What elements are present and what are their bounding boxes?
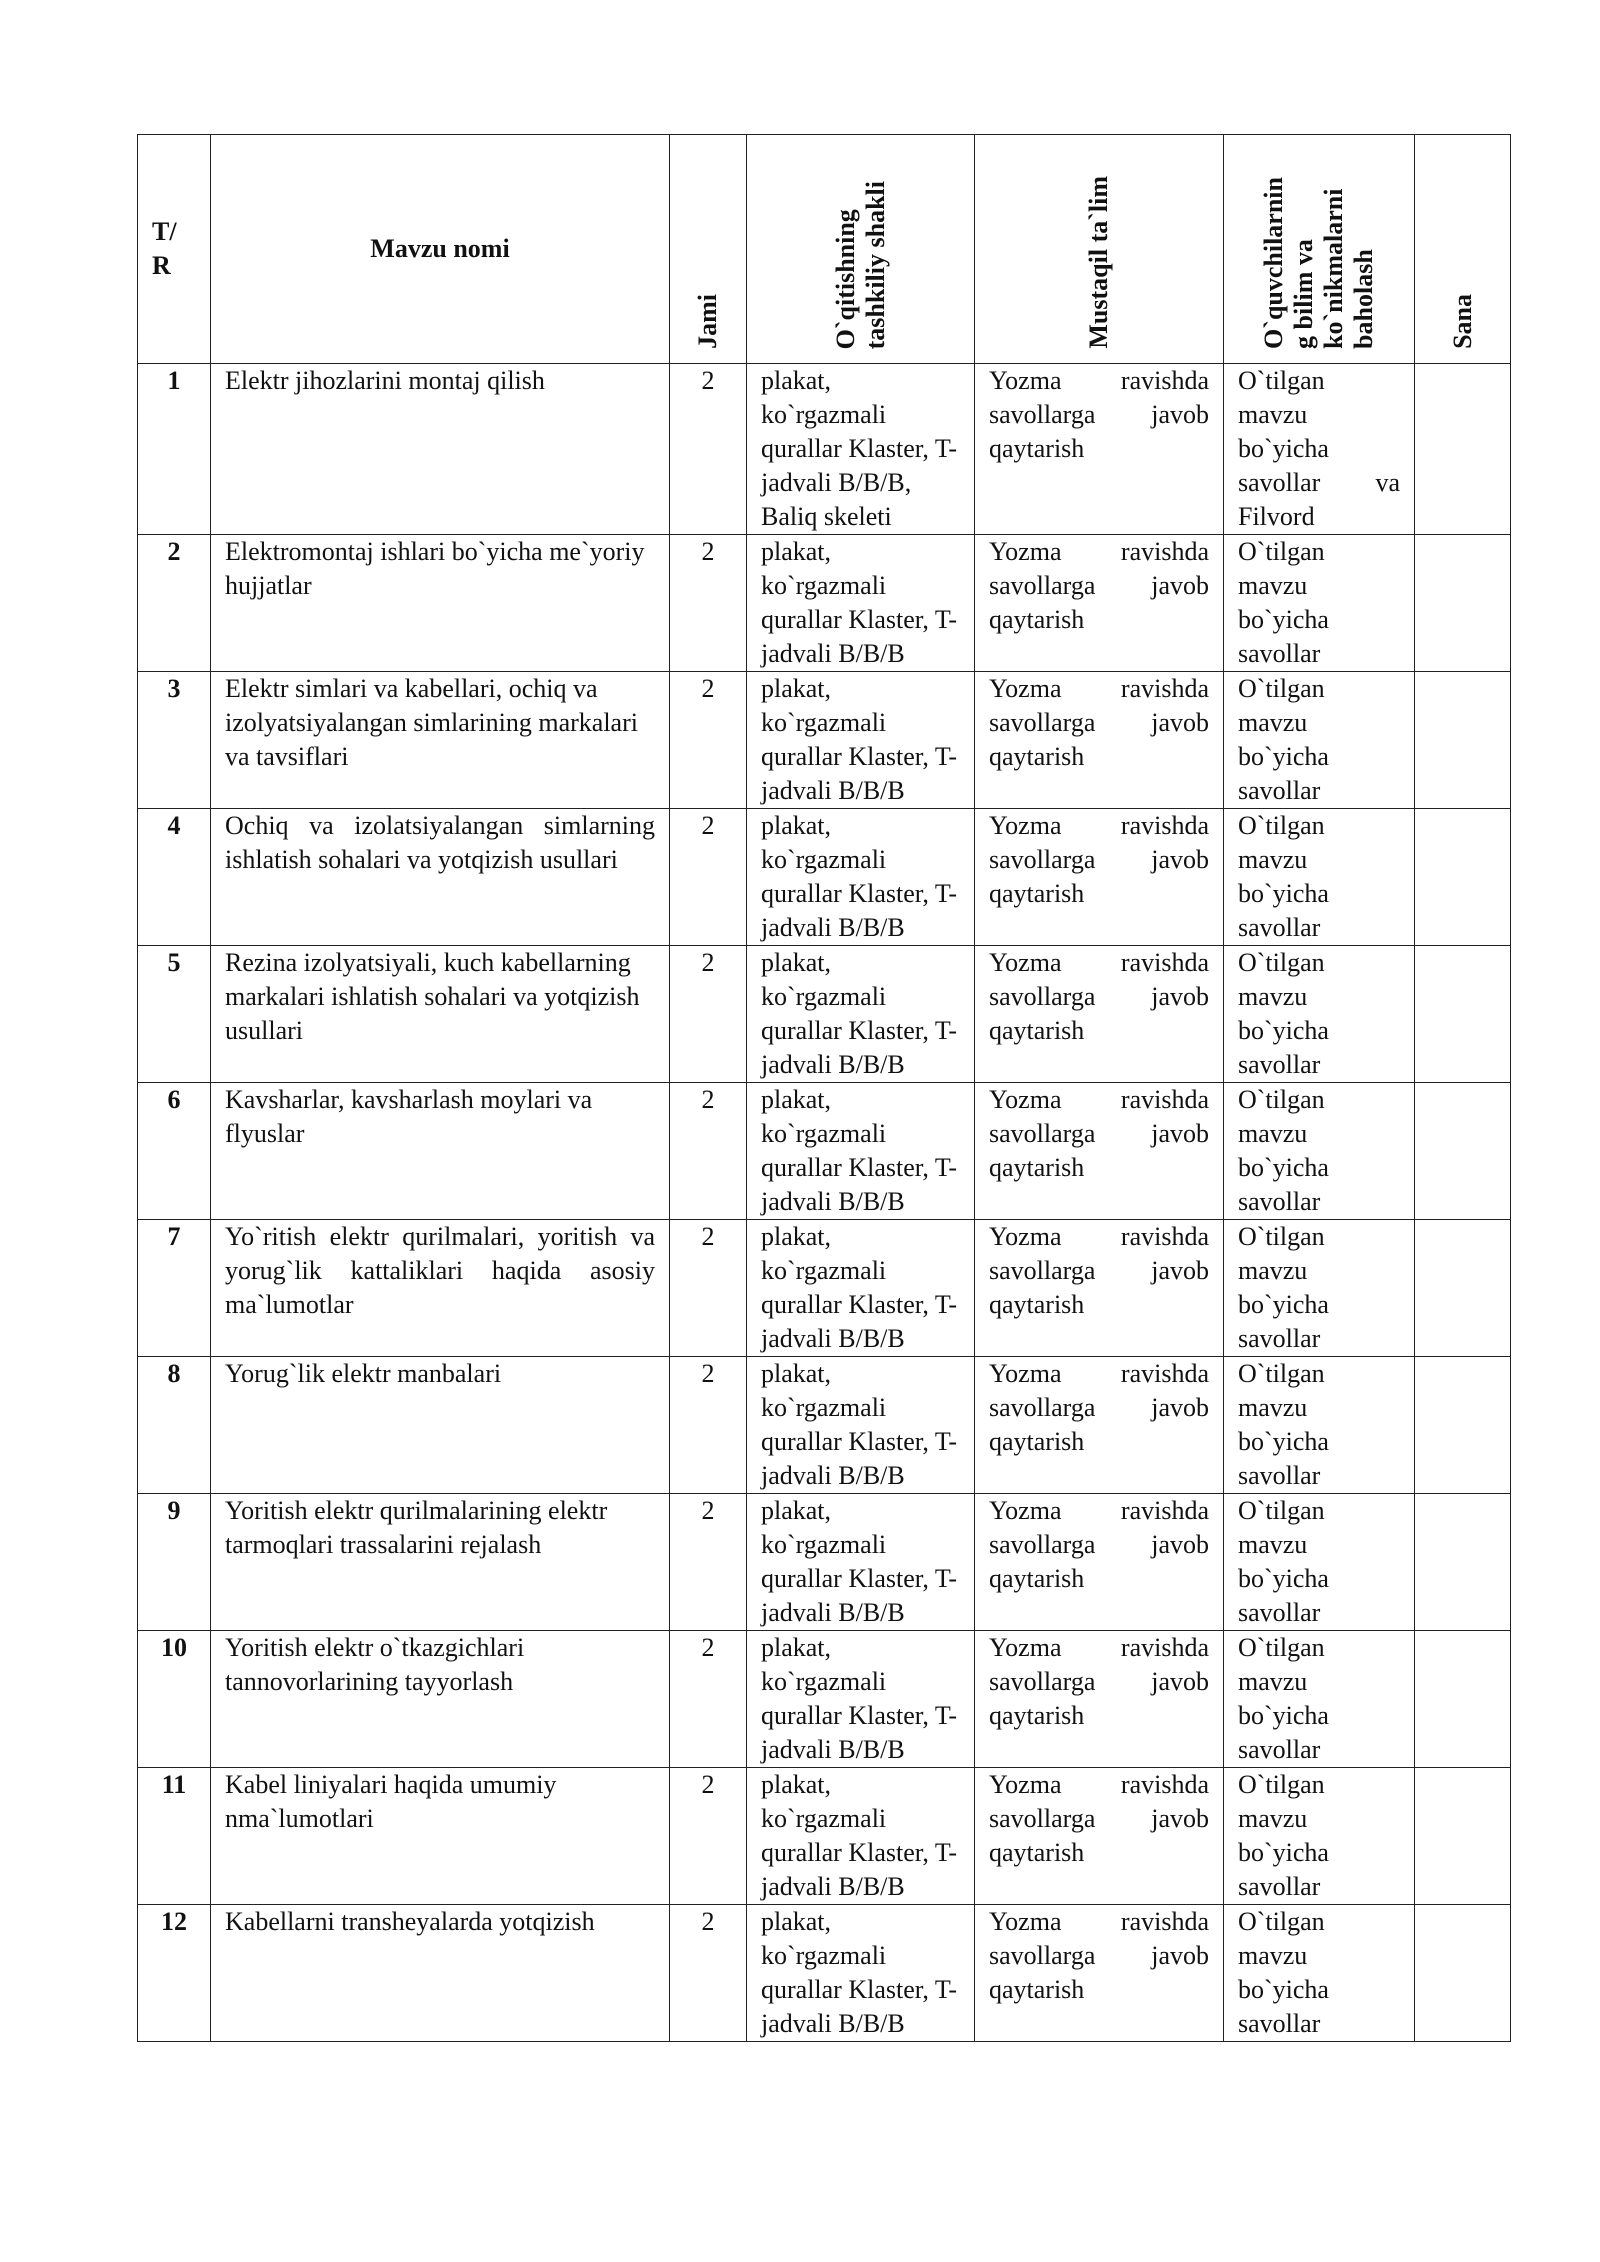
row-date [1415,1494,1511,1631]
row-topic: Yo`ritish elektr qurilmalari, yoritish va yorug`lik kattaliklari haqida asosiy ma`lumotlar [211,1220,670,1357]
table-row [138,535,1511,672]
table-row [138,1905,1511,2042]
table-row [138,1083,1511,1220]
row-topic: Yorug`lik elektr manbalari [211,1357,670,1494]
row-assessment: O`tilgan mavzu bo`yicha savollar [1224,1494,1415,1631]
row-topic: Kabel liniyalari haqida umumiy nma`lumotlari [211,1768,670,1905]
row-independent: Yozma ravishda savollarga javob qaytarish [975,364,1224,535]
row-topic: Elektromontaj ishlari bo`yicha me`yoriy hujjatlar [211,535,670,672]
header-sana [1415,135,1511,364]
row-date [1415,672,1511,809]
row-number: 9 [138,1494,211,1631]
row-hours: 2 [670,1494,747,1631]
row-topic: Kabellarni transheyalarda yotqizish [211,1905,670,2042]
row-hours: 2 [670,1357,747,1494]
row-form: plakat, ko`rgazmali qurallar Klaster, T-jadvali B/B/B [747,1220,975,1357]
row-assessment: O`tilgan mavzu bo`yicha savollar [1224,1768,1415,1905]
row-hours: 2 [670,1905,747,2042]
row-independent: Yozma ravishda savollarga javob qaytarish [975,672,1224,809]
row-date [1415,809,1511,946]
row-number: 6 [138,1083,211,1220]
row-assessment: O`tilgan mavzu bo`yicha savollar [1224,946,1415,1083]
row-assessment: O`tilgan mavzu bo`yicha savollar [1224,1631,1415,1768]
row-independent: Yozma ravishda savollarga javob qaytarish [975,1768,1224,1905]
row-form: plakat, ko`rgazmali qurallar Klaster, T-jadvali B/B/B [747,1494,975,1631]
table-row [138,1494,1511,1631]
row-topic: Elektr simlari va kabellari, ochiq va izolyatsiyalangan simlarining markalari va tavsiflari [211,672,670,809]
row-independent: Yozma ravishda savollarga javob qaytarish [975,1083,1224,1220]
row-assessment: O`tilgan mavzu bo`yicha savollar [1224,1905,1415,2042]
row-hours: 2 [670,946,747,1083]
row-hours: 2 [670,809,747,946]
row-date [1415,535,1511,672]
table-row [138,1220,1511,1357]
header-name [211,135,670,364]
table-row [138,946,1511,1083]
row-number: 1 [138,364,211,535]
row-independent: Yozma ravishda savollarga javob qaytarish [975,535,1224,672]
header-name-label: Mavzu nomi [370,234,510,263]
header-sana-label: Sana [1447,294,1477,349]
row-form: plakat, ko`rgazmali qurallar Klaster, T-jadvali B/B/B [747,946,975,1083]
row-form: plakat, ko`rgazmali qurallar Klaster, T-jadvali B/B/B [747,1905,975,2042]
row-form: plakat, ko`rgazmali qurallar Klaster, T-jadvali B/B/B [747,672,975,809]
header-shakl-label: O`qitishning tashkiliy shakli [830,180,890,349]
row-topic: Ochiq va izolatsiyalangan simlarning ishlatish sohalari va yotqizish usullari [211,809,670,946]
row-number: 10 [138,1631,211,1768]
header-baholash-label: O`quvchilarnin g bilim va ko`nikmalarni baholash [1259,177,1378,349]
row-date [1415,1083,1511,1220]
row-number: 2 [138,535,211,672]
table-row [138,809,1511,946]
table-row [138,364,1511,535]
row-form: plakat, ko`rgazmali qurallar Klaster, T-jadvali B/B/B [747,1357,975,1494]
header-jami [670,135,747,364]
row-date [1415,1631,1511,1768]
row-assessment: O`tilgan mavzu bo`yicha savollar va Filvord [1224,364,1415,535]
row-number: 8 [138,1357,211,1494]
lesson-plan-table [137,134,1511,2042]
header-tr [138,135,211,364]
row-assessment: O`tilgan mavzu bo`yicha savollar [1224,1083,1415,1220]
row-assessment: O`tilgan mavzu bo`yicha savollar [1224,1357,1415,1494]
row-form: plakat, ko`rgazmali qurallar Klaster, T-jadvali B/B/B [747,535,975,672]
row-hours: 2 [670,364,747,535]
header-shakl [747,135,975,364]
row-number: 12 [138,1905,211,2042]
row-independent: Yozma ravishda savollarga javob qaytarish [975,1494,1224,1631]
row-topic: Kavsharlar, kavsharlash moylari va flyuslar [211,1083,670,1220]
row-topic: Yoritish elektr qurilmalarining elektr tarmoqlari trassalarini rejalash [211,1494,670,1631]
row-form: plakat, ko`rgazmali qurallar Klaster, T-jadvali B/B/B, Baliq skeleti [747,364,975,535]
table-row [138,1631,1511,1768]
row-date [1415,364,1511,535]
row-date [1415,946,1511,1083]
row-form: plakat, ko`rgazmali qurallar Klaster, T-jadvali B/B/B [747,1768,975,1905]
table-row [138,672,1511,809]
row-date [1415,1768,1511,1905]
row-independent: Yozma ravishda savollarga javob qaytarish [975,1220,1224,1357]
row-assessment: O`tilgan mavzu bo`yicha savollar [1224,809,1415,946]
row-hours: 2 [670,1083,747,1220]
row-date [1415,1357,1511,1494]
header-mustaqil-label: Mustaqil ta`lim [1084,176,1113,349]
header-row [138,135,1511,364]
row-hours: 2 [670,1220,747,1357]
row-number: 11 [138,1768,211,1905]
row-date [1415,1905,1511,2042]
row-independent: Yozma ravishda savollarga javob qaytarish [975,1905,1224,2042]
row-independent: Yozma ravishda savollarga javob qaytarish [975,1357,1224,1494]
row-form: plakat, ko`rgazmali qurallar Klaster, T-jadvali B/B/B [747,809,975,946]
header-tr-label: T/ R [152,217,177,280]
row-form: plakat, ko`rgazmali qurallar Klaster, T-jadvali B/B/B [747,1083,975,1220]
row-topic: Rezina izolyatsiyali, kuch kabellarning markalari ishlatish sohalari va yotqizish usullari [211,946,670,1083]
row-assessment: O`tilgan mavzu bo`yicha savollar [1224,535,1415,672]
row-assessment: O`tilgan mavzu bo`yicha savollar [1224,1220,1415,1357]
row-topic: Elektr jihozlarini montaj qilish [211,364,670,535]
table-row [138,1357,1511,1494]
row-hours: 2 [670,535,747,672]
row-independent: Yozma ravishda savollarga javob qaytarish [975,946,1224,1083]
row-number: 3 [138,672,211,809]
row-topic: Yoritish elektr o`tkazgichlari tannovorlarining tayyorlash [211,1631,670,1768]
row-independent: Yozma ravishda savollarga javob qaytarish [975,809,1224,946]
row-hours: 2 [670,1631,747,1768]
row-independent: Yozma ravishda savollarga javob qaytarish [975,1631,1224,1768]
row-number: 5 [138,946,211,1083]
row-hours: 2 [670,672,747,809]
row-assessment: O`tilgan mavzu bo`yicha savollar [1224,672,1415,809]
row-number: 7 [138,1220,211,1357]
row-number: 4 [138,809,211,946]
table-row [138,1768,1511,1905]
row-form: plakat, ko`rgazmali qurallar Klaster, T-jadvali B/B/B [747,1631,975,1768]
header-mustaqil [975,135,1224,364]
row-date [1415,1220,1511,1357]
header-baholash [1224,135,1415,364]
row-hours: 2 [670,1768,747,1905]
header-jami-label: Jami [693,294,722,349]
